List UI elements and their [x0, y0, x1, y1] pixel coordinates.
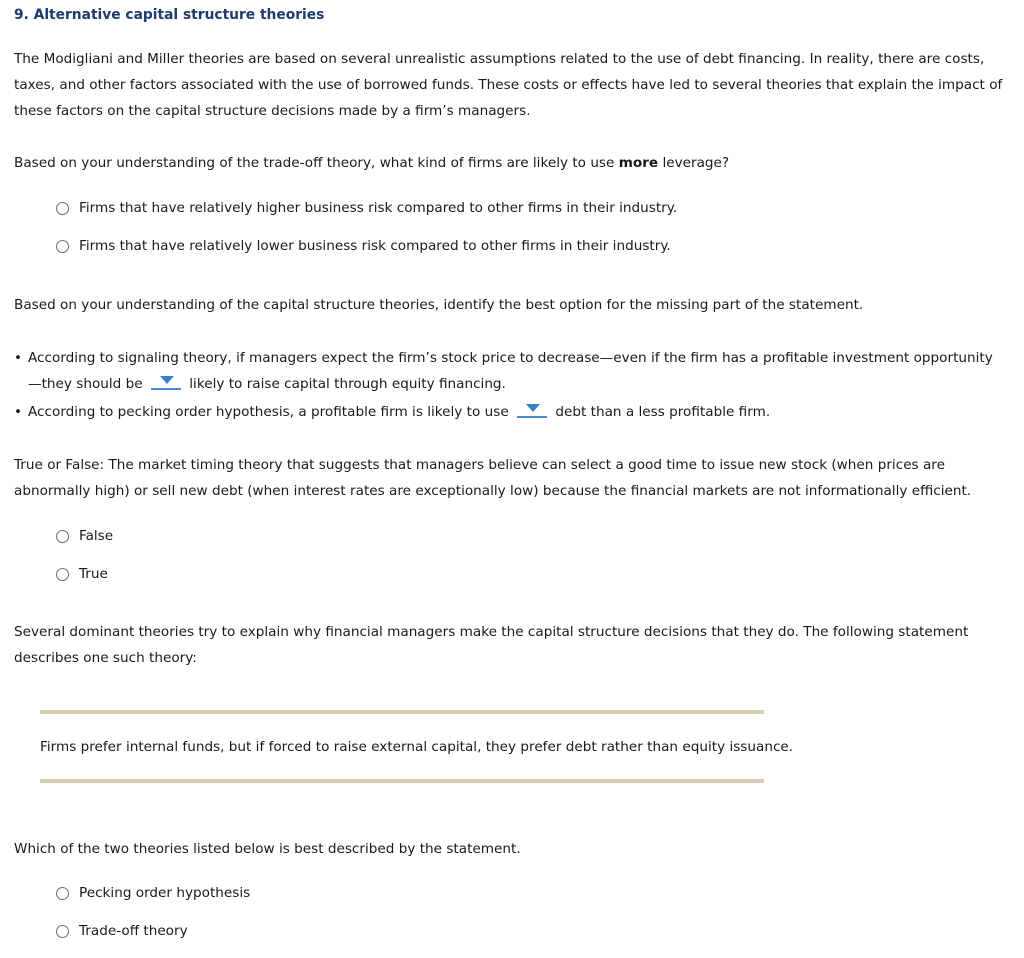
- market-timing-question: True or False: The market timing theory that suggests that managers believe can select a good time to issue new stock (when prices are abnormally high) or sell new debt (when interest rates are exceptionally low) because the financial markets are not informationally efficient.: [14, 457, 972, 499]
- chevron-down-icon: [526, 404, 540, 412]
- radio-button[interactable]: [56, 568, 69, 581]
- option-higher-risk[interactable]: [56, 197, 677, 219]
- intro-paragraph: The Modigliani and Miller theories are based on several unrealistic assumptions related to the use of debt financing. In reality, there are costs, taxes, and other factors associated with the use of borrowed funds. These costs or effects have led to several theories that explain the impact of these factors on the capital structure decisions made by a firm’s managers.: [14, 51, 1003, 119]
- trade-off-question-after: leverage?: [658, 155, 730, 171]
- option-true[interactable]: [56, 563, 108, 585]
- pecking-order-dropdown[interactable]: [517, 402, 547, 418]
- option-label: True: [79, 566, 108, 582]
- signaling-statement: [14, 345, 1004, 397]
- radio-button[interactable]: [56, 202, 69, 215]
- radio-button[interactable]: [56, 925, 69, 938]
- option-label: Firms that have relatively lower business risk compared to other firms in their industry.: [79, 238, 671, 254]
- radio-button[interactable]: [56, 887, 69, 900]
- theory-question: Which of the two theories listed below is best described by the statement.: [14, 841, 521, 857]
- bullet-dot: •: [14, 350, 23, 366]
- option-false[interactable]: [56, 525, 113, 547]
- option-label: Pecking order hypothesis: [79, 885, 251, 901]
- section-title: 9. Alternative capital structure theories: [14, 7, 325, 23]
- bullet-dot: •: [14, 404, 23, 420]
- statement-top-divider: [40, 710, 764, 714]
- option-label: False: [79, 528, 114, 544]
- option-lower-risk[interactable]: [56, 235, 671, 257]
- statement-bottom-divider: [40, 779, 764, 783]
- radio-button[interactable]: [56, 530, 69, 543]
- pecking-text-after: debt than a less profitable firm.: [555, 404, 771, 420]
- theory-statement: Firms prefer internal funds, but if forced to raise external capital, they prefer debt rather than equity issuance.: [40, 739, 794, 755]
- option-trade-off[interactable]: [56, 920, 188, 942]
- option-pecking-order[interactable]: [56, 882, 250, 904]
- dominant-theories-intro: Several dominant theories try to explain why financial managers make the capital structure decisions that they do. The following statement describes one such theory:: [14, 624, 969, 666]
- pecking-text-before: According to pecking order hypothesis, a profitable firm is likely to use: [28, 404, 509, 420]
- fill-in-list: [14, 345, 1004, 425]
- trade-off-question-before: Based on your understanding of the trade-off theory, what kind of firms are likely to use: [14, 155, 619, 171]
- chevron-down-icon: [160, 376, 174, 384]
- trade-off-question-emphasis: more: [618, 155, 659, 171]
- signaling-text-after: likely to raise capital through equity financing.: [189, 376, 506, 392]
- pecking-order-statement: [14, 399, 1004, 425]
- option-label: Trade-off theory: [79, 923, 188, 939]
- signaling-dropdown[interactable]: [151, 374, 181, 390]
- signaling-text-before: According to signaling theory, if managers expect the firm’s stock price to decrease—even if the firm has a profitable investment opportunity—they should be: [28, 350, 993, 392]
- option-label: Firms that have relatively higher business risk compared to other firms in their industry.: [79, 200, 678, 216]
- trade-off-question: [14, 150, 1006, 176]
- fill-in-instructions: Based on your understanding of the capital structure theories, identify the best option for the missing part of the statement.: [14, 297, 864, 313]
- radio-button[interactable]: [56, 240, 69, 253]
